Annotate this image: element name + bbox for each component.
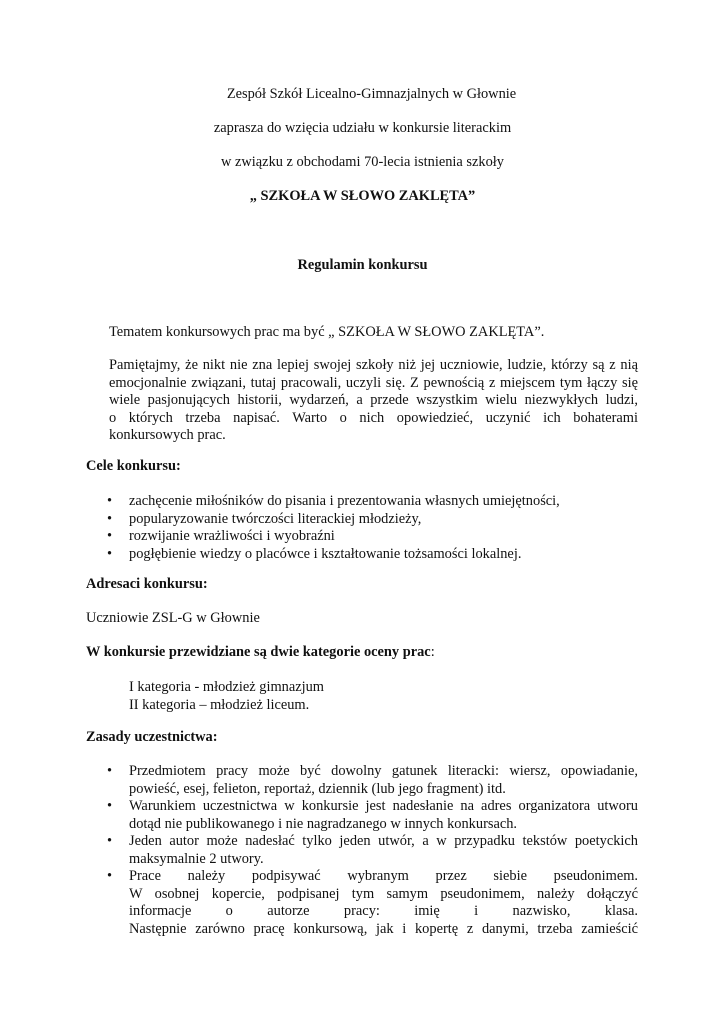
intro-line: konkursowych prac. [109, 427, 226, 443]
participation-list [86, 763, 638, 938]
bullet-icon: • [107, 493, 113, 509]
bullet-icon: • [107, 510, 113, 527]
bullet-icon: • [107, 528, 113, 544]
rule-item: • Warunkiem uczestnictwa w konkursie jest nadesłanie na adres organizatora utworu dotąd nie publikowanego i nie nagradzanego w innych konkursach. [107, 798, 638, 832]
addressees-text: Uczniowie ZSL-G w Głownie [86, 610, 260, 626]
bullet-icon: • [107, 868, 113, 884]
goal-item: • pogłębienie wiedzy o placówce i kształtowanie tożsamości lokalnej. [107, 545, 522, 562]
intro-paragraph [109, 357, 638, 445]
bullet-icon: • [107, 545, 113, 562]
goal-item: • zachęcenie miłośników do pisania i prezentowania własnych umiejętności, [107, 493, 560, 509]
school-name: Zespół Szkół Licealno-Gimnazjalnych w Głownie [226, 86, 517, 102]
rules-title: Regulamin konkursu [297, 257, 428, 273]
goals-list [86, 493, 646, 563]
bullet-icon: • [107, 798, 113, 814]
participation-heading: Zasady uczestnictwa: [86, 729, 218, 745]
goal-item: • rozwijanie wrażliwości i wyobraźni [107, 528, 335, 544]
intro-line: emocjonalnie związani, tutaj pracowali, uczyli się. Z pewnością z miejscem tym łączy się [109, 374, 638, 391]
bullet-icon: • [107, 833, 113, 849]
invitation-line: zaprasza do wzięcia udziału w konkursie literackim [213, 120, 512, 136]
contest-title: „ SZKOŁA W SŁOWO ZAKLĘTA” [249, 188, 476, 204]
goals-heading: Cele konkursu: [86, 458, 181, 474]
rule-item: • Jeden autor może nadesłać tylko jeden utwór, a w przypadku tekstów poetyckich maksymalnie 2 utwory. [107, 833, 638, 867]
category-item: I kategoria - młodzież gimnazjum [129, 679, 324, 695]
rule-item: • Prace należy podpisywać wybranym przez siebie pseudonimem. W osobnej kopercie, podpisanej tym samym pseudonimem, należy dołączyć informacje o autorze pracy: imię i nazwisko, klasa. Następnie zarówno pracę konkursową, jak i kopertę z danymi, trzeba zamieścić [107, 868, 638, 937]
goal-item: • popularyzowanie twórczości literackiej młodzieży, [107, 510, 422, 527]
categories-list [129, 679, 324, 714]
addressees-heading: Adresaci konkursu: [86, 576, 208, 592]
rule-item: • Przedmiotem pracy może być dowolny gatunek literacki: wiersz, opowiadanie, powieść, esej, felieton, reportaż, dziennik (lub jego fragment) itd. [107, 763, 638, 797]
theme-sentence: Tematem konkursowych prac ma być „ SZKOŁA W SŁOWO ZAKLĘTA”. [109, 324, 545, 340]
intro-line: o których trzeba napisać. Warto o nich opowiedzieć, uczynić ich bohaterami [109, 409, 638, 426]
categories-heading: W konkursie przewidziane są dwie kategorie oceny prac: [86, 644, 435, 660]
intro-line: Pamiętajmy, że nikt nie zna lepiej swojej szkoły niż jej uczniowie, ludzie, którzy są z nią [109, 357, 638, 373]
bullet-icon: • [107, 763, 113, 779]
category-item: II kategoria – młodzież liceum. [129, 696, 310, 713]
anniversary-line: w związku z obchodami 70-lecia istnienia szkoły [221, 154, 504, 170]
intro-line: wiele pasjonujących historii, wydarzeń, a przede wszystkim wielu niezwykłych ludzi, [109, 392, 638, 408]
